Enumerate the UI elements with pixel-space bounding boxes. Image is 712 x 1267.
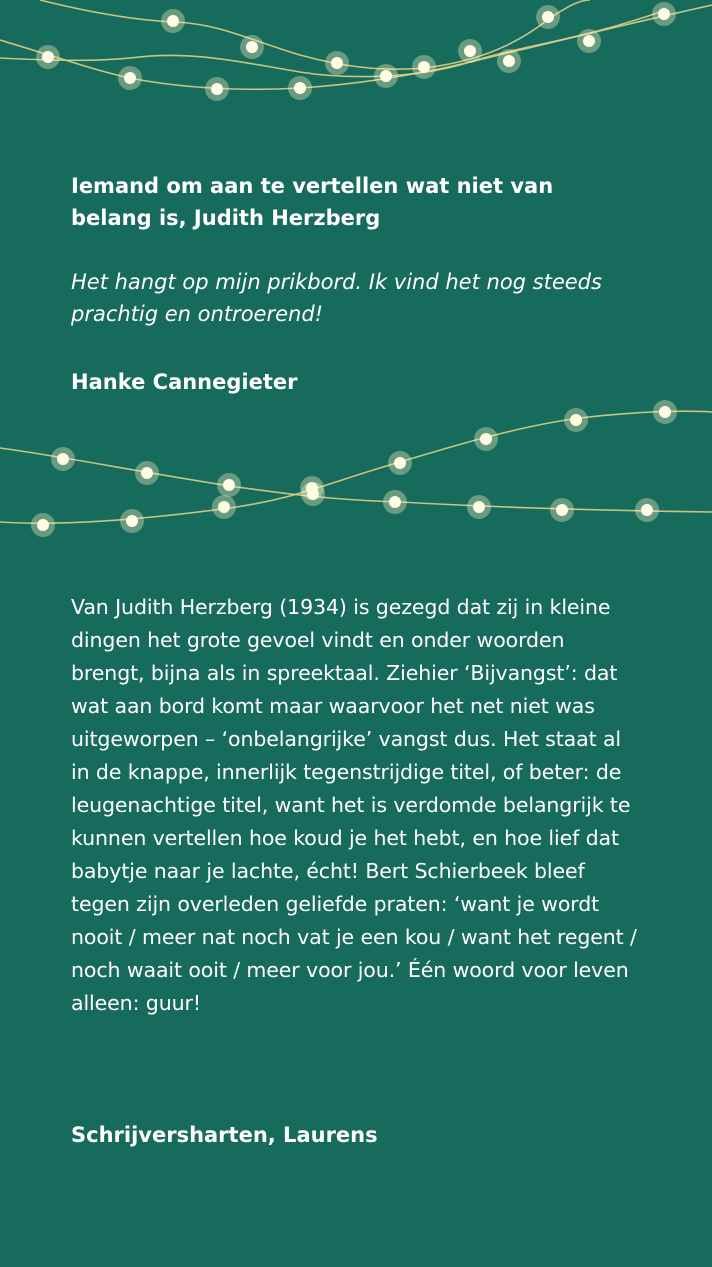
quote-author: Hanke Cannegieter xyxy=(71,370,298,394)
string-lights-top-icon xyxy=(0,0,712,110)
article-body: Van Judith Herzberg (1934) is gezegd dat zij in kleine dingen het grote gevoel vindt en onder woorden brengt, bijna als in spreektaal. Ziehier ‘Bijvangst’: dat wat aan bord komt maar waarvoor het net niet was uitgeworpen – ‘onbelangrijke’ vangst dus. Het staat al in de knappe, innerlijk tegenstrijdige titel, of beter: de leugenachtige titel, want het is verdomde belangrijk te kunnen vertellen hoe koud je het hebt, en hoe lief dat babytje naar je lachte, écht! Bert Schierbeek bleef tegen zijn overleden geliefde praten: ‘want je wordt nooit / meer nat noch vat je een kou / want het regent / noch waait ooit / meer voor jou.’ Één woord voor leven alleen: guur! xyxy=(71,595,637,1015)
middle-bulbs xyxy=(31,400,677,537)
poem-title: Iemand om aan te vertellen wat niet van belang is, Judith Herzberg xyxy=(71,174,554,230)
string-lights-middle-icon xyxy=(0,390,712,540)
reader-quote: Het hangt op mijn prikbord. Ik vind het nog steeds prachtig en ontroerend! xyxy=(71,270,602,326)
top-bulbs xyxy=(36,2,676,101)
article-signature: Schrijversharten, Laurens xyxy=(71,1123,378,1147)
